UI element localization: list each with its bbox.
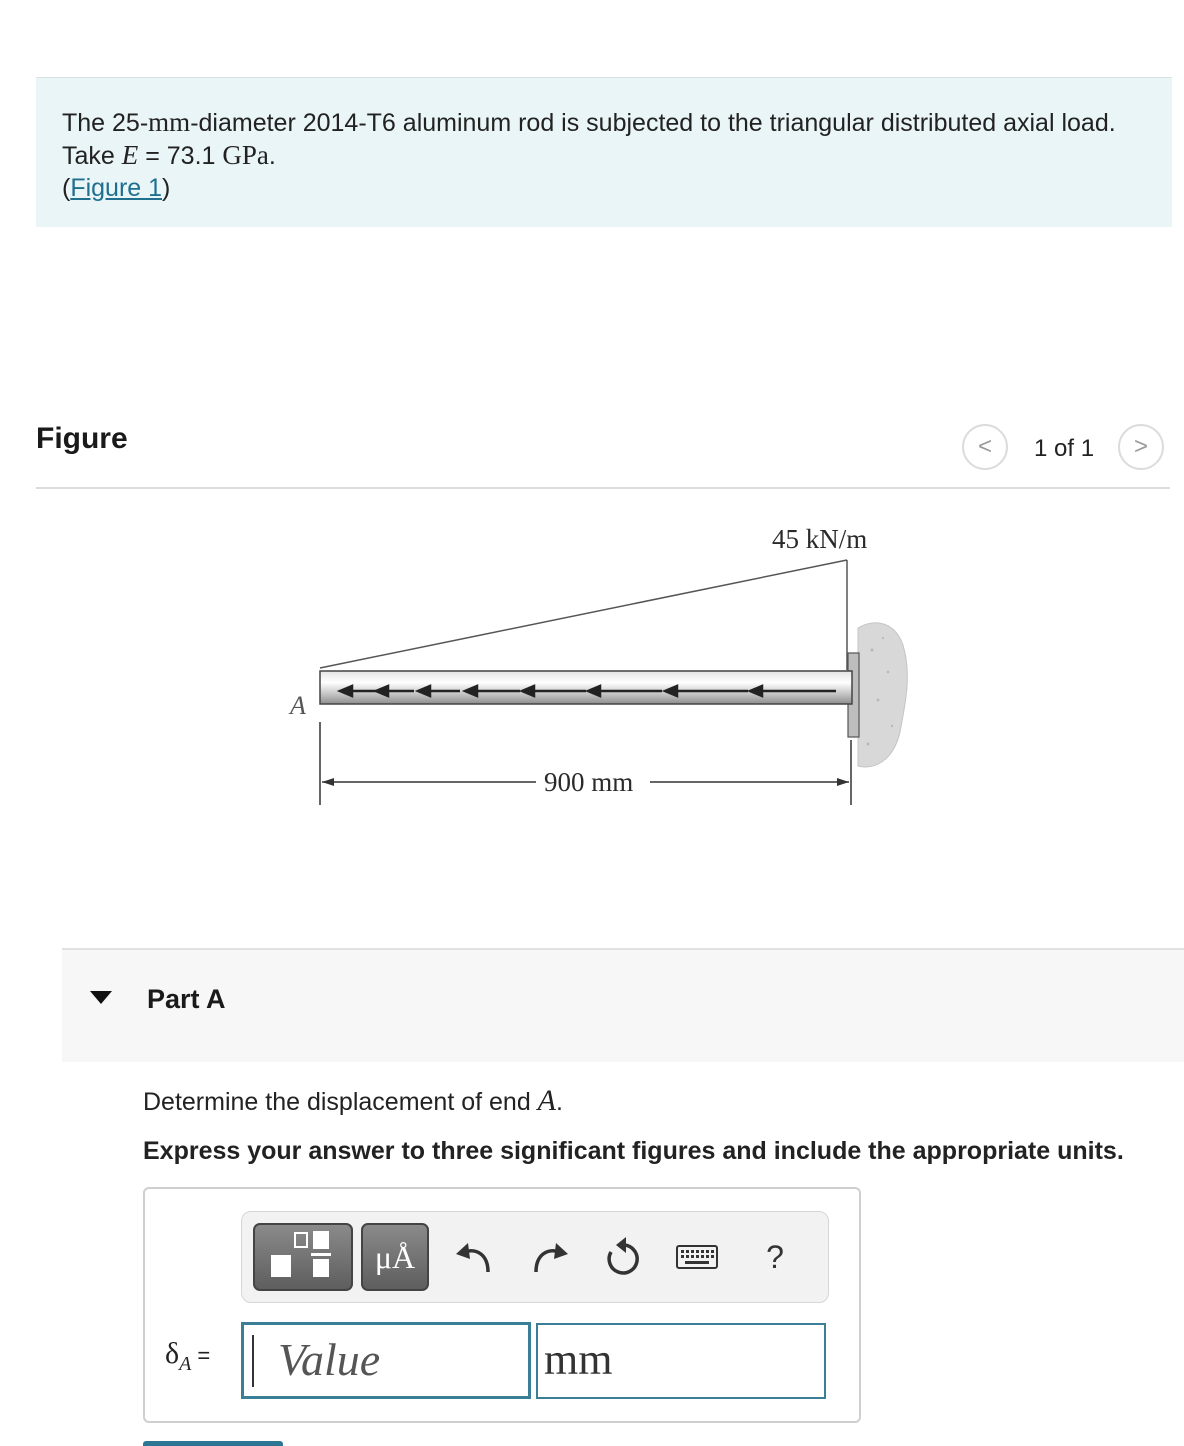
delta-subscript: A — [179, 1353, 192, 1375]
next-figure-button[interactable] — [1118, 424, 1164, 470]
question-prefix: Determine the displacement of end — [143, 1088, 538, 1116]
keyboard-button[interactable] — [667, 1226, 727, 1288]
units-input[interactable] — [536, 1323, 826, 1399]
modulus-equals: = 73.1 — [138, 142, 223, 170]
triangular-load-profile — [320, 560, 847, 670]
math-toolbar — [241, 1211, 829, 1303]
rod-diagram — [0, 500, 1184, 820]
submit-button[interactable] — [143, 1441, 283, 1446]
reset-button[interactable] — [594, 1226, 654, 1288]
length-label: 900 mm — [544, 767, 634, 797]
problem-text-2: -diameter 2014-T6 aluminum rod is subjected to the triangular distributed axial load. Take — [62, 109, 1116, 170]
modulus-unit: GPa — [222, 140, 269, 170]
templates-button[interactable] — [253, 1223, 353, 1291]
value-input[interactable] — [241, 1322, 531, 1399]
answer-label — [165, 1337, 210, 1376]
figure-title: Figure — [36, 422, 128, 455]
text-caret — [252, 1335, 254, 1387]
question-end: . — [556, 1088, 563, 1116]
aluminum-rod — [320, 671, 852, 704]
end-label-a: A — [290, 691, 306, 720]
undo-icon — [444, 1226, 504, 1288]
figure-link[interactable]: Figure 1 — [70, 174, 163, 202]
problem-statement: The 25-mm-diameter 2014-T6 aluminum rod is subjected to the triangular distributed axial load. Take E = 73.1 GPa. (Figure 1) — [36, 77, 1172, 227]
collapse-triangle-icon[interactable] — [90, 991, 112, 1004]
problem-period: . — [268, 142, 276, 170]
delta-symbol: δ — [165, 1337, 180, 1370]
question-text — [143, 1084, 563, 1118]
modulus-symbol: E — [121, 140, 139, 170]
question-variable: A — [537, 1084, 556, 1117]
undo-button[interactable] — [444, 1226, 504, 1288]
figure-divider — [36, 487, 1170, 489]
problem-unit-mm: mm — [148, 107, 191, 137]
figure-counter: 1 of 1 — [1034, 435, 1095, 462]
help-button[interactable]: ? — [766, 1239, 784, 1275]
units-button[interactable]: μÅ — [361, 1223, 429, 1291]
templates-icon — [255, 1225, 351, 1289]
chevron-left-icon: < — [977, 433, 992, 460]
units-value: mm — [544, 1335, 613, 1384]
answer-instruction: Express your answer to three significant figures and include the appropriate units. — [143, 1137, 1124, 1165]
equals-sign: = — [197, 1343, 211, 1368]
answer-box — [143, 1187, 861, 1423]
reset-icon — [594, 1226, 654, 1288]
value-placeholder: Value — [278, 1334, 381, 1385]
wall-support — [858, 623, 907, 767]
prev-figure-button[interactable] — [962, 424, 1008, 470]
redo-icon — [520, 1226, 580, 1288]
redo-button[interactable] — [520, 1226, 580, 1288]
part-title: Part A — [147, 984, 226, 1014]
figure-pager — [962, 422, 1172, 472]
part-a-header[interactable] — [62, 948, 1184, 1062]
load-label: 45 kN/m — [772, 524, 868, 554]
keyboard-icon — [667, 1226, 727, 1288]
problem-text-1: The 25- — [62, 109, 149, 137]
chevron-right-icon: > — [1133, 433, 1148, 460]
